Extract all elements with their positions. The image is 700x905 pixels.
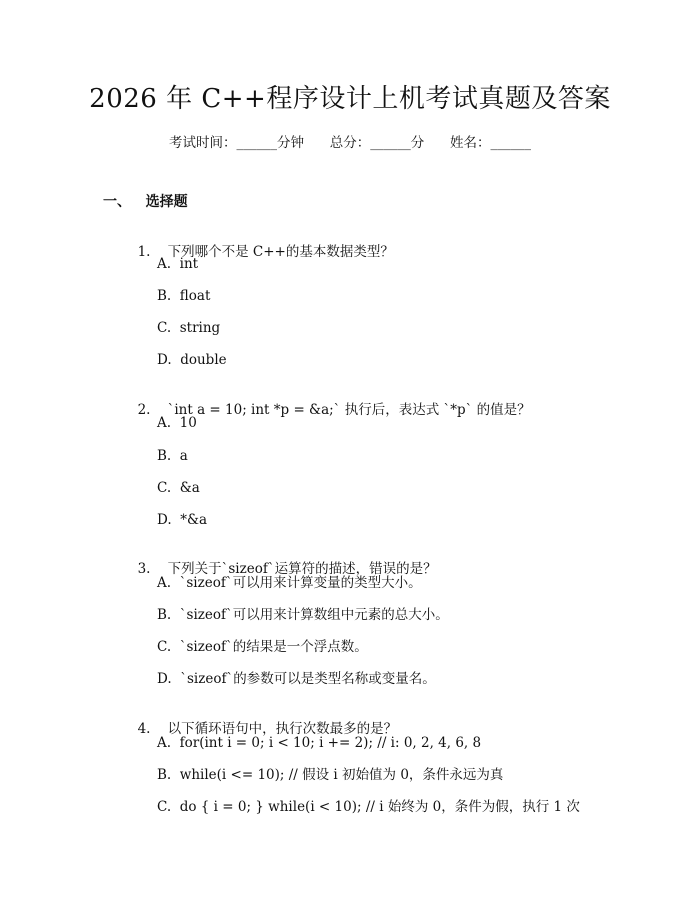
question-3-option-b: B. `sizeof`可以用来计算数组中元素的总大小。 — [157, 607, 449, 623]
question-number: 2. — [137, 402, 151, 418]
question-2-option-c: C. &a — [157, 480, 200, 496]
question-number: 4. — [137, 721, 151, 737]
question-3-option-a: A. `sizeof`可以用来计算变量的类型大小。 — [157, 575, 422, 591]
question-1-option-b: B. float — [157, 288, 211, 304]
question-3-option-d: D. `sizeof`的参数可以是类型名称或变量名。 — [157, 671, 436, 687]
question-4 — [129, 702, 397, 738]
question-text: 以下循环语句中，执行次数最多的是？ — [167, 721, 398, 737]
question-2-option-b: B. a — [157, 448, 188, 464]
question-1-option-a: A. int — [157, 256, 199, 272]
question-4-option-a: A. for(int i = 0; i < 10; i += 2); // i: 0, 2, 4, 6, 8 — [157, 735, 482, 751]
question-1-option-d: D. double — [157, 352, 227, 368]
question-1-option-c: C. string — [157, 320, 221, 336]
question-text: 下列关于`sizeof`运算符的描述，错误的是？ — [167, 561, 437, 577]
page-title: 2026 年 C++程序设计上机考试真题及答案 — [89, 84, 611, 114]
question-3-option-c: C. `sizeof`的结果是一个浮点数。 — [157, 639, 368, 655]
question-text: 下列哪个不是 C++的基本数据类型？ — [167, 244, 394, 260]
question-3 — [129, 542, 437, 578]
section-heading: 一、 选择题 — [103, 194, 188, 210]
question-number: 1. — [137, 244, 151, 260]
exam-meta-line: 考试时间：______分钟 总分：______分 姓名：______ — [169, 135, 531, 151]
question-text: `int a = 10; int *p = &a;` 执行后，表达式 `*p` 的值是？ — [167, 402, 531, 418]
question-number: 3. — [137, 561, 151, 577]
question-2-option-d: D. *&a — [157, 512, 208, 528]
question-2-option-a: A. 10 — [157, 415, 197, 431]
question-4-option-b: B. while(i <= 10); // 假设 i 初始值为 0，条件永远为真 — [157, 767, 504, 783]
question-4-option-c: C. do { i = 0; } while(i < 10); // i 始终为 0，条件为假，执行 1 次 — [157, 799, 580, 815]
